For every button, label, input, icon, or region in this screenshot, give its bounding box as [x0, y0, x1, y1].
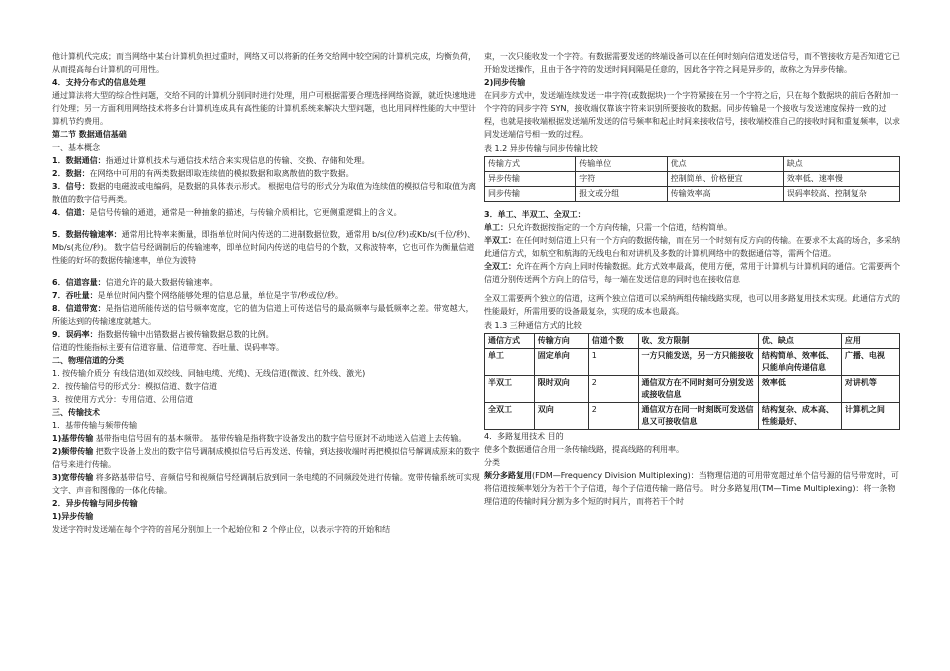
- concept-item: [484, 234, 900, 260]
- table-cell: 结构复杂、成本高、性能最好、: [758, 403, 841, 430]
- term: 1．数据通信：: [52, 156, 106, 165]
- header-cell: 传输方式: [485, 157, 576, 172]
- document-page: [0, 50, 950, 671]
- header-cell: 优点: [667, 157, 783, 172]
- table-cell: 全双工: [485, 403, 535, 430]
- definition: 是单位时间内整个网络能够处理的信息总量，单位是字节/秒或位/秒。: [97, 291, 343, 300]
- table-cell: 半双工: [485, 376, 535, 403]
- table-cell: 一方只能发送，另一方只能接收: [638, 349, 758, 376]
- definition: 将多路基带信号、音频信号和视频信号经调制后放到同一条电缆的不同频段处进行传输。宽带传输系统可实现文字、声音和图像的一体化传输。: [52, 473, 480, 495]
- table-cell: 1: [588, 349, 638, 376]
- right-column: [484, 50, 900, 508]
- transmission-item: [52, 471, 480, 497]
- table-header-row: [485, 334, 900, 349]
- table-row: [485, 187, 900, 202]
- transmission-item: [52, 445, 480, 471]
- term: 6．信道容量：: [52, 278, 106, 287]
- paragraph: 使多个数据通信合用一条传输线路，提高线路的利用率。: [484, 445, 684, 454]
- term: 3)宽带传输: [52, 473, 94, 482]
- concept-item: [52, 206, 480, 219]
- definition: 在任何时刻信道上只有一个方向的数据传输，而在另一个时刻有反方向的传输。在要求不太高的场合，多采纳此通信方式，如航空和航海的无线电台和对讲机及多数的计算机网络中的数据通信等，需两个信道。: [484, 236, 900, 258]
- table-cell: 报文或分组: [576, 187, 667, 202]
- table-row: [485, 376, 900, 403]
- concept-item: [52, 289, 480, 302]
- header-cell: 优、缺点: [758, 334, 841, 349]
- table-cell: 效率低、速率慢: [783, 172, 899, 187]
- table-cell: 通信双方在不同时刻可分别发送或接收信息: [638, 376, 758, 403]
- transmission-item: [52, 432, 480, 445]
- header-cell: 信道个数: [588, 334, 638, 349]
- header-cell: 缺点: [783, 157, 899, 172]
- definition: 允许在两个方向上同时传输数据。此方式效率最高，使用方便，常用于计算机与计算机间的通信。它需要两个信道分别传送两个方向上的信号，每一端在发送信息的同时也在接收信息: [484, 262, 900, 284]
- table-cell: 广播、电视: [841, 349, 899, 376]
- header-cell: 传输单位: [576, 157, 667, 172]
- definition: 指数据传输中出错数据占被传输数据总数的比例。: [97, 330, 274, 339]
- concept-item: [52, 167, 480, 180]
- concept-item: [52, 302, 480, 328]
- table-row: [485, 172, 900, 187]
- term: 1)基带传输: [52, 434, 94, 443]
- paragraph: 在同步方式中，发送端连续发送一串字符(或数据块)一个字符紧接在另一个字符之后，只在每个数据块的前后各附加一个字符的同步字符 SYN，接收端仅靠该字符来识别所要接收的数据。同步传输是一个接收与发送速度保持一致的过程，也就是接收端根据发送端所发送的信号频率和起止时间来接收信号，接收端校准自己的接收时间和重复频率，以求同发送端信号相一致的过程。: [484, 91, 900, 139]
- term: 3．信号：: [52, 182, 90, 191]
- table-cell: 异步传输: [485, 172, 576, 187]
- concept-item: [484, 221, 900, 234]
- paragraph: 他计算机代完成；而当网络中某台计算机负担过重时，网络又可以将新的任务交给网中较空闲的计算机完成，均衡负荷，从而提高每台计算机的可用性。: [52, 52, 476, 74]
- term: 全双工：: [484, 262, 516, 271]
- term: 半双工：: [484, 236, 516, 245]
- definition: 数据的电磁波或电编码，是数据的具体表示形式。 根据电信号的形式分为取值为连续值的模拟信号和取值为离散值的数字信号两类。: [52, 182, 477, 204]
- definition: 通常用比特率来衡量，即指单位时间内传送的二进制数据位数，通常用 b/s(位/秒)或Kb/s(千位/秒)、Mb/s(兆位/秒)。 数字信号经调制后的传输速率，即单位时间内传送的电信号的个数，又称波特率，它也可作为衡量信道性能的好坏的数据传输速率，单位为波特: [52, 230, 476, 265]
- left-column: [52, 50, 480, 536]
- list-item: 3．按使用方式分：专用信道、公用信道: [52, 395, 194, 404]
- header-cell: 传输方向: [534, 334, 588, 349]
- table-row: [485, 349, 900, 376]
- term: 2．数据：: [52, 169, 90, 178]
- definition: 指通过计算机技术与通信技术结合来实现信息的传输、交换、存储和处理。: [105, 156, 370, 165]
- table-async-sync: [484, 156, 900, 202]
- paragraph: 束，一次只能收发一个字符。有数据需要发送的终端设备可以在任何时刻向信道发送信号，而不管接收方是否知道它已开始发送操作，且由于各字符的发送时间间隔是任意的，因此各字符之间是异步的，故称之为异步传输。: [484, 52, 900, 74]
- paragraph: 信道的性能指标主要有信道容量、信道带宽、吞吐量、误码率等。: [52, 343, 284, 352]
- subheading: 分类: [484, 458, 500, 467]
- list-item: 1．基带传输与频带传输: [52, 421, 138, 430]
- subheading: 一、基本概念: [52, 143, 100, 152]
- table-cell: 限时双向: [534, 376, 588, 403]
- table-caption: 表 1.3 三种通信方式的比较: [484, 321, 582, 330]
- table-cell: 计算机之间: [841, 403, 899, 430]
- table-cell: 2: [588, 403, 638, 430]
- list-item: 2．按传输信号的形式分：模拟信道、数字信道: [52, 382, 218, 391]
- table-cell: 通信双方在同一时刻既可发送信息又可接收信息: [638, 403, 758, 430]
- definition: 信道允许的最大数据传输速率。: [105, 278, 218, 287]
- term: 7．吞吐量：: [52, 291, 98, 300]
- header-cell: 应用: [841, 334, 899, 349]
- concept-item: [52, 228, 480, 267]
- heading: 1)异步传输: [52, 512, 94, 521]
- concept-item: [484, 469, 900, 508]
- definition: (FDM—Frequency Division Multiplexing)：当物理信道的可用带宽超过单个信号源的信号带宽时，可将信道按频率划分为若干个子信道，每个子信道传输一路信号。 时分多路复用(TM—Time Multiplexing)：将一条物理信道的传输时间分割为多个短的时间片，而将若干个时: [484, 471, 899, 506]
- heading: 2)同步传输: [484, 78, 526, 87]
- term: 2)频带传输: [52, 447, 94, 456]
- paragraph: 全双工需要两个独立的信道，这两个独立信道可以采纳两组传输线路实现，也可以用多路复用技术实现。此通信方式的性能最好，所需用要的设备最复杂，实现的成本也最高。: [484, 294, 900, 316]
- paragraph: 通过算法将大型的综合性问题，交给不同的计算机分别同时进行处理，用户可根据需要合理选择网络资源，就近快速地进行处理；另一方面利用网络技术将多台计算机连成具有高性能的计算机系统来解决大型问题，也比用同样性能的大中型计算机节约费用。: [52, 91, 476, 126]
- header-cell: 收、发方限制: [638, 334, 758, 349]
- paragraph: 发送字符时发送端在每个字符的首尾分别加上一个起始位和 2 个停止位，以表示字符的开始和结: [52, 525, 391, 534]
- heading: 2．异步传输与同步传输: [52, 499, 138, 508]
- section-heading: 第二节 数据通信基础: [52, 130, 127, 139]
- definition: 把数字设备上发出的数字信号调制成模拟信号后再发送、传输，到达接收端时再把模拟信号解调成原来的数字信号来进行传输。: [52, 447, 480, 469]
- table-caption: 表 1.2 异步传输与同步传输比较: [484, 144, 598, 153]
- table-cell: 字符: [576, 172, 667, 187]
- definition: 在网络中可用的有两类数据即取连续值的模拟数据和取离散值的数字数据。: [89, 169, 354, 178]
- table-cell: 双向: [534, 403, 588, 430]
- term: 频分多路复用: [484, 471, 532, 480]
- header-cell: 通信方式: [485, 334, 535, 349]
- table-cell: 效率低: [758, 376, 841, 403]
- term: 单工：: [484, 223, 508, 232]
- table-cell: 传输效率高: [667, 187, 783, 202]
- term: 8．信道带宽：: [52, 304, 106, 313]
- concept-item: [52, 180, 480, 206]
- table-cell: 单工: [485, 349, 535, 376]
- concept-item: [52, 276, 480, 289]
- term: 4．信道：: [52, 208, 90, 217]
- definition: 是信号传输的通道，通常是一种抽象的描述，与传输介质相比，它更侧重逻辑上的含义。: [89, 208, 402, 217]
- table-cell: 固定单向: [534, 349, 588, 376]
- concept-item: [484, 260, 900, 286]
- table-row: [485, 403, 900, 430]
- heading: 4．支持分布式的信息处理: [52, 78, 146, 87]
- definition: 基带指电信号固有的基本频带。 基带传输是指将数字设备发出的数字信号原封不动地送入信道上去传输。: [93, 434, 467, 443]
- table-cell: 2: [588, 376, 638, 403]
- list-item: 4．多路复用技术 目的: [484, 432, 564, 441]
- table-cell: 控制简单、价格便宜: [667, 172, 783, 187]
- table-cell: 结构简单、效率低、只能单向传递信息: [758, 349, 841, 376]
- subheading: 二、物理信道的分类: [52, 356, 124, 365]
- table-cell: 误码率较高、控制复杂: [783, 187, 899, 202]
- table-cell: 对讲机等: [841, 376, 899, 403]
- table-cell: 同步传输: [485, 187, 576, 202]
- subheading: 三、传输技术: [52, 408, 100, 417]
- table-header-row: [485, 157, 900, 172]
- list-item: 1. 按传输介质分 有线信道(如双绞线、同轴电缆、光缆)、无线信道(微波、红外线、激光): [52, 369, 366, 378]
- term: 5．数据传输速率：: [52, 230, 122, 239]
- concept-item: [52, 154, 480, 167]
- definition: 只允许数据按指定的一个方向传输，只需一个信道，结构简单。: [508, 223, 732, 232]
- definition: 是指信道所能传送的信号频率宽度，它的值为信道上可传送信号的最高频率与最低频率之差。带宽越大，所能达到的传输速度就越大。: [52, 304, 474, 326]
- term: 9．误码率：: [52, 330, 98, 339]
- concept-item: [52, 328, 480, 341]
- table-duplex-modes: [484, 333, 900, 430]
- heading: 3．单工、半双工、全双工：: [484, 210, 586, 219]
